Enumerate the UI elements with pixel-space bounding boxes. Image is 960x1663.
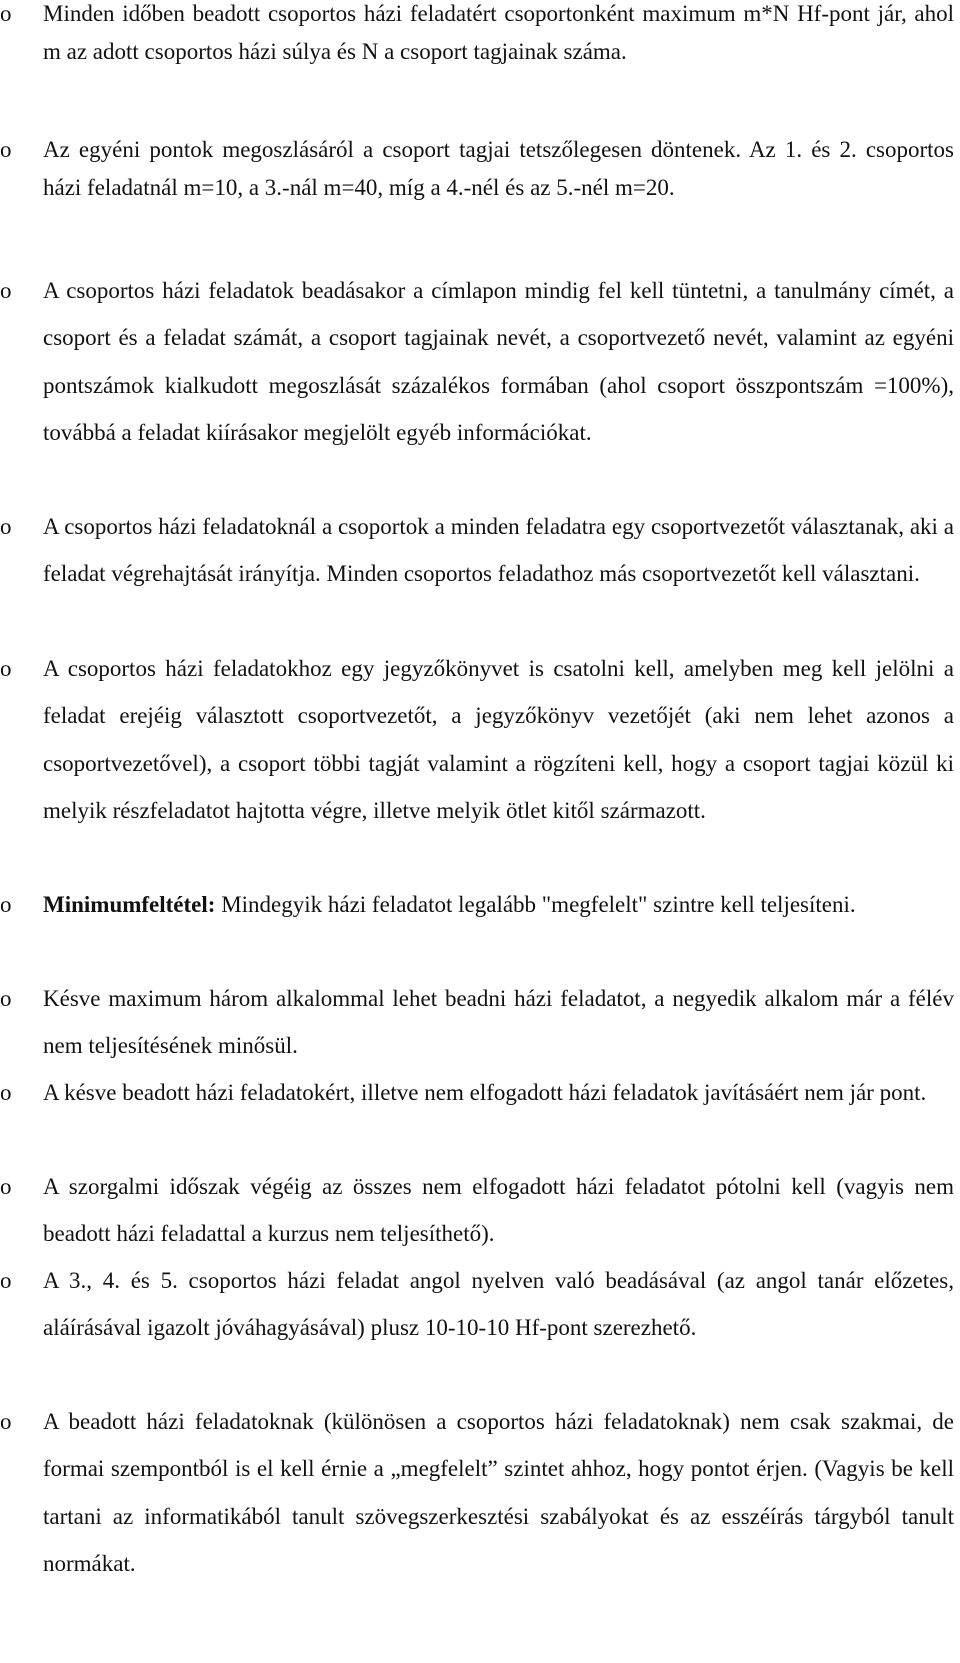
list-item-text: Az egyéni pontok megoszlásáról a csoport tagjai tetszőlegesen döntenek. Az 1. és 2. csoportos házi feladatnál m=10, a 3.-nál m=40, míg a 4.-nél és az 5.-nél m=20. [43,137,954,200]
bullet-icon: o [0,514,12,539]
list-item-text: A beadott házi feladatoknak (különösen a csoportos házi feladatoknak) nem csak szakmai, de formai szempontból is el kell érnie a „megfelelt” szintet ahhoz, hogy pontot érjen. (Vagyis be kell tartani az informatikából tanult szövegszerkesztési szabályokat és az esszéírás tárgyból tanult normákat. [43,1409,954,1577]
list-item-text: A csoportos házi feladatoknál a csoportok a minden feladatra egy csoportvezetőt választanak, aki a feladat végrehajtását irányítja. Minden csoportos feladathoz más csoportvezetőt kell választani. [43,514,954,587]
bullet-icon: o [0,278,12,303]
bullet-icon: o [0,656,12,681]
list-item [0,881,960,928]
list-item-text: A késve beadott házi feladatokért, illetve nem elfogadott házi feladatok javításáért nem jár pont. [43,1080,927,1105]
list-item-text: Minden időben beadott csoportos házi feladatért csoportonként maximum m*N Hf-pont jár, ahol m az adott csoportos házi súlya és N a csoport tagjainak száma. [43,1,954,64]
list-item-text: A szorgalmi időszak végéig az összes nem elfogadott házi feladatot pótolni kell (vagyis nem beadott házi feladattal a kurzus nem teljesíthető). [43,1174,954,1247]
list-item-text: Mindegyik házi feladatot legalább "megfelelt" szintre kell teljesíteni. [215,892,856,917]
bullet-icon: o [0,137,12,162]
bullet-icon: o [0,1174,12,1199]
list-item [0,1163,960,1258]
list-item [0,645,960,835]
list-item [0,975,960,1070]
list-item-text: A csoportos házi feladatokhoz egy jegyzőkönyvet is csatolni kell, amelyben meg kell jelölni a feladat erejéig választott csoportvezetőt, a jegyzőkönyv vezetőjét (aki nem lehet azonos a csoportvezetővel), a csoport többi tagját valamint a rögzíteni kell, hogy a csoport tagjai közül ki melyik részfeladatot hajtotta végre, illetve melyik ötlet kitől származott. [43,656,954,824]
list-item-text: Késve maximum három alkalommal lehet beadni házi feladatot, a negyedik alkalom már a félév nem teljesítésének minősül. [43,986,954,1059]
bullet-icon: o [0,986,12,1011]
list-item [0,1398,960,1588]
bullet-icon: o [0,1080,12,1105]
list-item [0,1257,960,1352]
list-item [0,1069,960,1116]
bullet-icon: o [0,892,12,917]
list-item [0,0,960,71]
list-item-text: A 3., 4. és 5. csoportos házi feladat angol nyelven való beadásával (az angol tanár előzetes, aláírásával igazolt jóváhagyásával) plusz 10-10-10 Hf-pont szerezhető. [43,1268,954,1341]
bullet-icon: o [0,1,12,26]
bullet-icon: o [0,1409,12,1434]
list-item [0,503,960,598]
list-item-text: A csoportos házi feladatok beadásakor a címlapon mindig fel kell tüntetni, a tanulmány címét, a csoport és a feladat számát, a csoport tagjainak nevét, a csoportvezető nevét, valamint az egyéni pontszámok kialkudott megoszlását százalékos formában (ahol csoport összpontszám =100%), továbbá a feladat kiírásakor megjelölt egyéb információkat. [43,278,954,446]
minimum-requirement-label: Minimumfeltétel: [43,892,216,917]
list-item [0,267,960,457]
list-item [0,131,960,207]
bullet-icon: o [0,1268,12,1293]
